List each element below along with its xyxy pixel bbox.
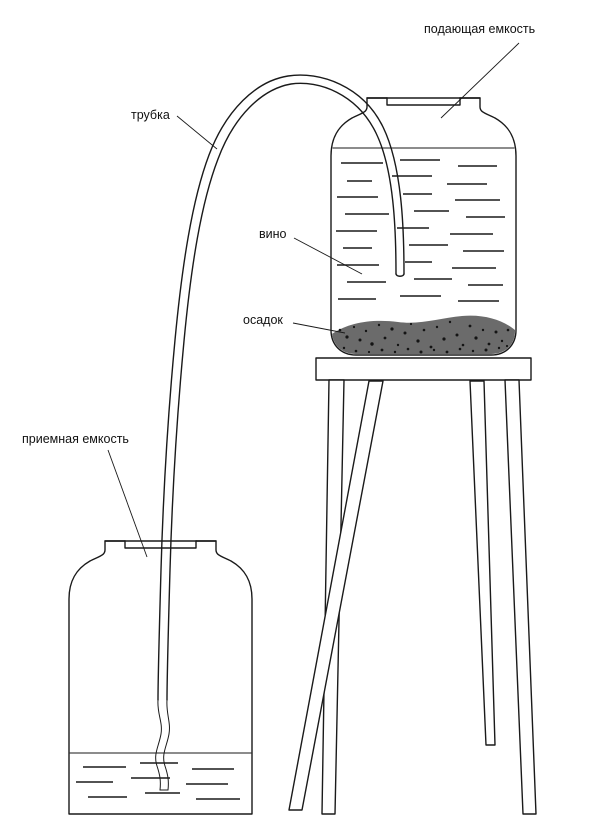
label-sediment: осадок <box>243 313 283 327</box>
stool <box>289 358 536 814</box>
label-source-vessel: подающая емкость <box>424 22 536 36</box>
stool-seat <box>316 358 531 380</box>
stool-leg-back-right <box>470 381 495 745</box>
stool-leg-front-right <box>505 380 536 814</box>
source-jar <box>331 98 516 355</box>
label-tube: трубка <box>131 108 170 122</box>
leader-tube <box>177 116 217 149</box>
source-jar-body <box>331 98 516 355</box>
label-wine: вино <box>259 227 287 241</box>
label-receiving-vessel: приемная емкость <box>22 432 129 446</box>
